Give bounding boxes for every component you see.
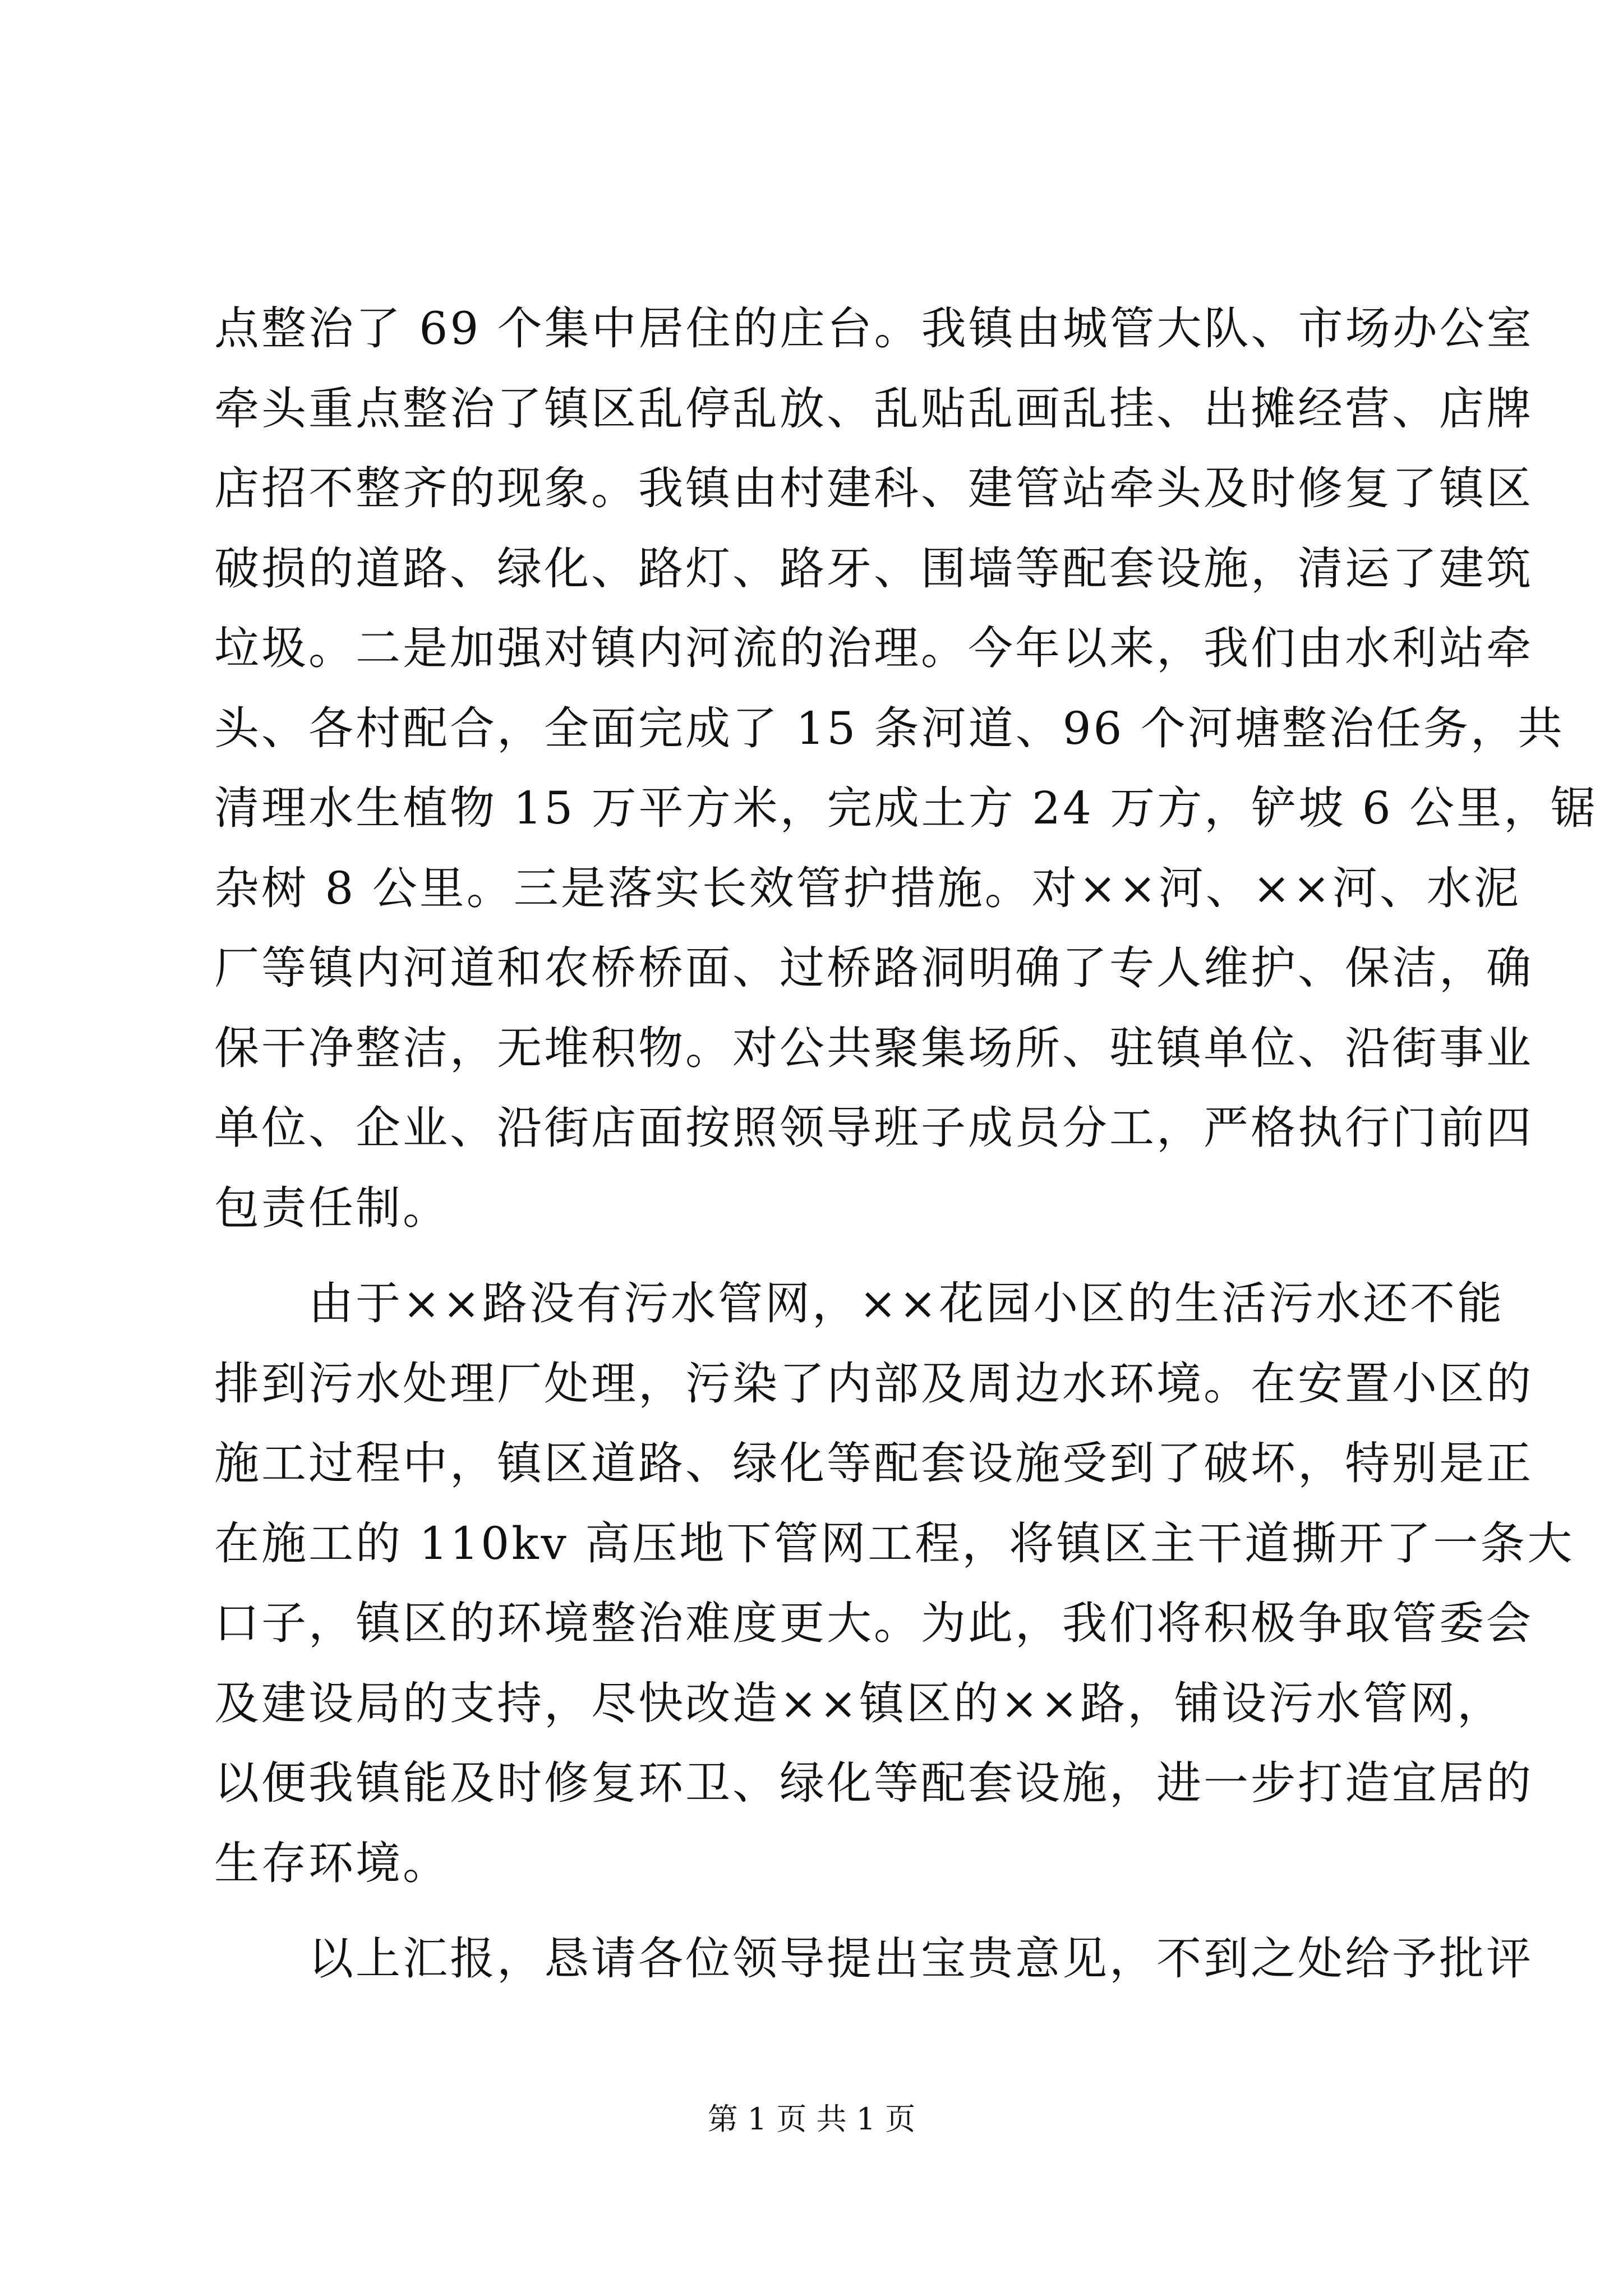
text-line: 厂等镇内河道和农桥桥面、过桥路洞明确了专人维护、保洁，确 bbox=[214, 942, 1533, 994]
text-line: 口子，镇区的环境整治难度更大。为此，我们将积极争取管委会 bbox=[214, 1597, 1533, 1649]
document-body bbox=[214, 289, 1598, 1999]
paragraph-2 bbox=[214, 1264, 1575, 1903]
text-line: 在施工的 110kv 高压地下管网工程，将镇区主干道撕开了一条大 bbox=[214, 1517, 1575, 1570]
text-line: 点整治了 69 个集中居住的庄台。我镇由城管大队、市场办公室 bbox=[214, 302, 1534, 355]
page-number-footer bbox=[0, 2095, 1623, 2138]
text-line: 单位、企业、沿街店面按照领导班子成员分工，严格执行门前四 bbox=[214, 1102, 1533, 1154]
text-line: 生存环境。 bbox=[214, 1837, 450, 1889]
text-line: 以上汇报，恳请各位领导提出宝贵意见，不到之处给予批评 bbox=[308, 1932, 1533, 1985]
text-line: 施工过程中，镇区道路、绿化等配套设施受到了破坏，特别是正 bbox=[214, 1437, 1533, 1489]
text-line: 店招不整齐的现象。我镇由村建科、建管站牵头及时修复了镇区 bbox=[214, 462, 1533, 514]
text-line: 保干净整洁，无堆积物。对公共聚集场所、驻镇单位、沿街事业 bbox=[214, 1022, 1533, 1074]
text-line: 牵头重点整治了镇区乱停乱放、乱贴乱画乱挂、出摊经营、店牌 bbox=[214, 382, 1533, 435]
page-number-text: 第 1 页 共 1 页 bbox=[707, 2101, 916, 2137]
text-line: 由于××路没有污水管网，××花园小区的生活污水还不能 bbox=[308, 1277, 1505, 1329]
paragraph-1 bbox=[214, 289, 1598, 1248]
text-line: 清理水生植物 15 万平方米，完成土方 24 万方，铲坡 6 公里，锯 bbox=[214, 782, 1598, 834]
text-line: 头、各村配合，全面完成了 15 条河道、96 个河塘整治任务，共 bbox=[214, 702, 1565, 754]
text-line: 及建设局的支持，尽快改造××镇区的××路，铺设污水管网， bbox=[214, 1677, 1505, 1729]
text-line: 破损的道路、绿化、路灯、路牙、围墙等配套设施，清运了建筑 bbox=[214, 542, 1533, 595]
text-line: 包责任制。 bbox=[214, 1181, 450, 1234]
paragraph-spacing bbox=[214, 1903, 1426, 1919]
text-line: 排到污水处理厂处理，污染了内部及周边水环境。在安置小区的 bbox=[214, 1357, 1533, 1410]
paragraph-spacing bbox=[214, 1248, 1426, 1264]
text-line: 垃圾。二是加强对镇内河流的治理。今年以来，我们由水利站牵 bbox=[214, 622, 1533, 674]
text-line: 以便我镇能及时修复环卫、绿化等配套设施，进一步打造宜居的 bbox=[214, 1757, 1533, 1809]
paragraph-3 bbox=[214, 1919, 1533, 1999]
text-line: 杂树 8 公里。三是落实长效管护措施。对××河、××河、水泥 bbox=[214, 862, 1521, 914]
